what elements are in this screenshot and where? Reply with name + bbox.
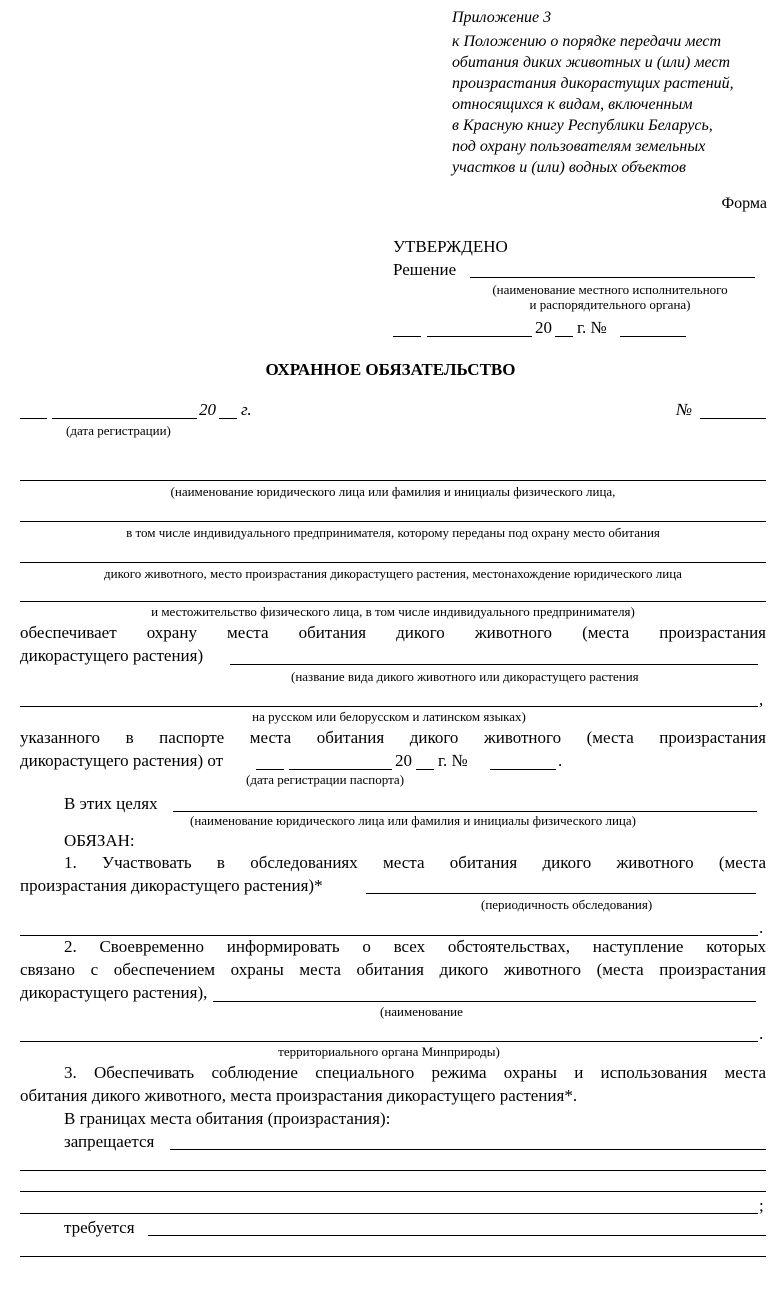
prohibited-line (20, 1191, 766, 1192)
body-text: обитания дикого животного, места произрастания дикорастущего растения*. (20, 1086, 578, 1105)
reg-year-line (219, 418, 237, 419)
appendix-line: к Положению о порядке передачи мест (452, 33, 721, 50)
decision-caption: (наименование местного исполнительного (492, 282, 728, 297)
form-label: Форма (721, 195, 767, 212)
obligated-caption: (наименование юридического лица или фамилия и инициалы физического лица) (190, 813, 636, 828)
body-text: обеспечивает охрану места обитания дикого животного (места произрастания (20, 623, 766, 642)
species-caption: на русском или белорусском и латинском языках) (252, 709, 526, 724)
decision-line (470, 277, 755, 278)
passport-year-line (416, 769, 434, 770)
decision-month-line (427, 336, 532, 337)
appendix-line: произрастания дикорастущих растений, (452, 75, 734, 92)
entity-caption: в том числе индивидуального предпринимателя, которому переданы под охрану место обитания (126, 525, 660, 540)
passport-year: 20 (395, 751, 412, 770)
entity-line (20, 480, 766, 481)
passport-caption: (дата регистрации паспорта) (246, 772, 405, 787)
authority-caption: (наименование (380, 1004, 463, 1019)
decision-day-line (393, 336, 421, 337)
reg-caption: (дата регистрации) (66, 423, 171, 438)
entity-caption: (наименование юридического лица или фамилия и инициалы физического лица, (170, 484, 616, 499)
appendix-line: относящихся к видам, включенным (452, 96, 693, 113)
passport-day-line (256, 769, 284, 770)
entity-caption: и местожительство физического лица, в том числе индивидуального предпринимателя) (151, 604, 635, 619)
body-text: указанного в паспорте места обитания дикого животного (места произрастания (20, 728, 766, 747)
reg-number-label: № (676, 400, 693, 419)
prohibited-line (170, 1149, 766, 1150)
prohibited-line (20, 1213, 758, 1214)
document-title: ОХРАННОЕ ОБЯЗАТЕЛЬСТВО (265, 360, 516, 379)
prohibited-line (20, 1170, 766, 1171)
decision-year-line (555, 336, 573, 337)
decision-number-label: г. № (577, 318, 607, 337)
entity-line (20, 521, 766, 522)
required-line (148, 1235, 766, 1236)
body-text: 2. Своевременно информировать о всех обстоятельствах, наступление которых (64, 937, 766, 956)
reg-month-line (52, 418, 197, 419)
body-text: В границах места обитания (произрастания): (64, 1109, 391, 1128)
reg-year-suffix: г. (241, 400, 252, 419)
body-text: произрастания дикорастущего растения)* (20, 876, 323, 895)
periodicity-line (20, 935, 758, 936)
authority-line (20, 1041, 758, 1042)
appendix-line: под охрану пользователям земельных (452, 138, 706, 155)
body-text: В этих целях (64, 794, 158, 813)
appendix-line: обитания диких животных и (или) мест (452, 54, 731, 71)
reg-year: 20 (199, 400, 216, 419)
species-line (230, 664, 758, 665)
decision-caption: и распорядительного органа) (529, 297, 691, 312)
species-caption: (название вида дикого животного или дикорастущего растения (291, 669, 639, 684)
body-text: 1. Участвовать в обследованиях места обитания дикого животного (места (64, 853, 766, 872)
appendix-line: в Красную книгу Республики Беларусь, (452, 117, 713, 134)
period: . (759, 918, 764, 937)
entity-line (20, 562, 766, 563)
body-text: дикорастущего растения) от (20, 751, 224, 770)
comma: , (759, 690, 764, 709)
entity-line (20, 601, 766, 602)
period: . (759, 1024, 764, 1043)
body-text: 3. Обеспечивать соблюдение специального режима охраны и использования места (64, 1063, 766, 1082)
periodicity-caption: (периодичность обследования) (481, 897, 653, 912)
required-line (20, 1256, 766, 1257)
reg-day-line (20, 418, 47, 419)
appendix-line: участков и (или) водных объектов (452, 159, 686, 176)
approved-heading: УТВЕРЖДЕНО (393, 237, 508, 256)
body-text: дикорастущего растения) (20, 646, 204, 665)
passport-number-line (490, 769, 556, 770)
passport-month-line (289, 769, 392, 770)
decision-label: Решение (393, 260, 457, 279)
decision-number-line (620, 336, 686, 337)
entity-caption: дикого животного, место произрастания дикорастущего растения, местонахождение юридического лица (104, 566, 682, 581)
obligated-line (173, 811, 757, 812)
authority-caption: территориального органа Минприроды) (278, 1044, 500, 1059)
species-line (20, 706, 758, 707)
body-text: связано с обеспечением охраны места обитания дикого животного (места произрастания (20, 960, 766, 979)
semicolon: ; (759, 1196, 764, 1215)
required-label: требуется (64, 1218, 135, 1237)
passport-number-label: г. № (438, 751, 468, 770)
periodicity-line (366, 893, 756, 894)
authority-line (213, 1001, 756, 1002)
obligated-heading: ОБЯЗАН: (64, 831, 135, 850)
appendix-title: Приложение 3 (452, 9, 552, 26)
period: . (558, 751, 563, 770)
body-text: дикорастущего растения), (20, 983, 208, 1002)
decision-year: 20 (535, 318, 552, 337)
prohibited-label: запрещается (64, 1132, 155, 1151)
reg-number-line (700, 418, 766, 419)
